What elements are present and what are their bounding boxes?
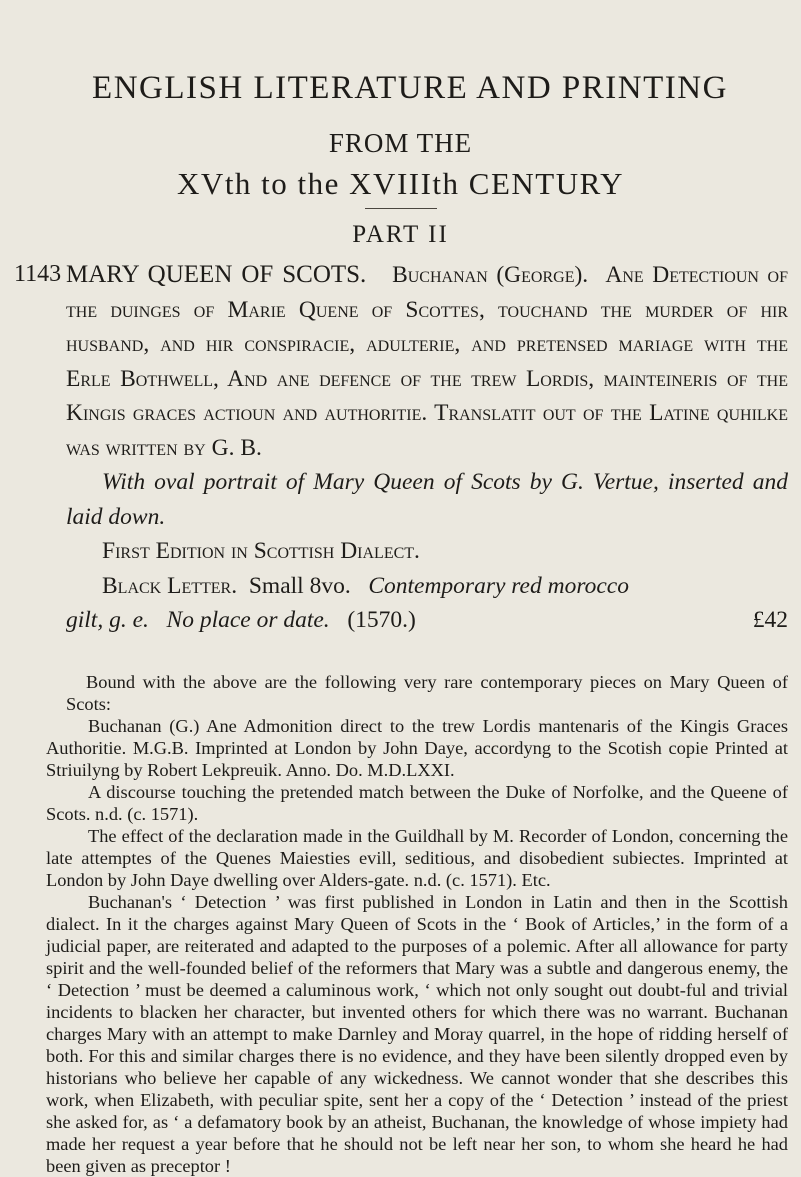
bound-piece-3: The effect of the declaration made in the Guildhall by M. Recorder of London, concerning the late attemptes of the Quenes Maiesties evill, seditious, and disobedient subiectes. Imprinted at London by John Daye dwelling over Alders-gate. n.d. (c. 1571). Etc. [46,826,788,890]
lot-title-paragraph [66,258,788,465]
bound-piece-2: A discourse touching the pretended match between the Duke of Norfolke, and the Queene of Scots. n.d. (c. 1571). [46,782,788,824]
lot-entry [66,258,788,638]
page-subheading-from: FROM THE [328,128,473,158]
lot-number: 1143 [14,261,62,287]
lot-author: Buchanan (George). [392,262,589,288]
edition-note: First Edition in Scottish Dialect. [102,538,420,564]
lot-price: £42 [752,607,788,633]
portrait-note-text: With oval portrait of Mary Queen of Scots by G. Vertue, inserted and laid down. [66,469,788,530]
lot-notes [46,671,788,1177]
heading-divider [365,208,437,209]
commentary: Buchanan's ‘ Detection ’ was first published in London in Latin and then in the Scottish dialect. In it the charges against Mary Queen of Scots in the ‘ Book of Articles,’ in the form of a judicial paper, are reiterated and adapted to the purposes of a polemic. After all allowance for party spirit and the well-founded belief of the reformers that Mary was a subtle and dangerous enemy, the ‘ Detection ’ must be deemed a caluminous work, ‘ which not only sought out doubt-ful and trivial incidents to blacken her character, but invented others for which there was no warrant. Buchanan charges Mary with an attempt to make Darnley and Moray quarrel, in the hope of ridding herself of both. For this and similar charges there is no evidence, and they have been silently dropped even by historians who believe her capable of any wickedness. We cannot wonder that she describes this work, when Elizabeth, with peculiar spite, sent her a copy of the ‘ Detection ’ instead of the priest she asked for, as ‘ a defamatory book by an atheist, Buchanan, the knowledge of whose impiety had made her request a year before that he should not be left near her son, to whom she heard he had been given as preceptor ! [46,892,788,1176]
lot-title: MARY QUEEN OF SCOTS. [66,261,367,288]
page-heading: ENGLISH LITERATURE AND PRINTING [92,70,728,106]
lot-description: Ane Detectioun of the duinges of Marie Quene of Scottes, touchand the murder of hir husband, and hir conspiracie, adulterie, and pretensed mariage with the Erle Bothwell, And ane defence of the trew Lordis, mainteineris of the Kingis graces actioun and authoritie. Translatit out of the Latine quhilke was written by G. B. [66,262,789,461]
part-heading: PART II [352,221,449,248]
bound-piece-1: Buchanan (G.) Ane Admonition direct to the trew Lordis mantenaris of the Kingis Graces Authoritie. M.G.B. Imprinted at London by John Daye, accordyng to the Scotish copie Printed at Striuilyng by Robert Lekpreuik. Anno. Do. M.D.LXXI. [46,716,788,780]
bound-with-note: Bound with the above are the following very rare contemporary pieces on Mary Queen of Scots: [66,672,788,714]
page-subheading-centuries: XVth to the XVIIIth CENTURY [177,166,624,201]
portrait-note [66,465,788,534]
binding-price-line [66,603,788,638]
binding-note-cont: gilt, g. e. No place or date. (1570.) [66,607,416,633]
binding-note: Black Letter. Small 8vo. Contemporary red morocco [102,572,629,599]
